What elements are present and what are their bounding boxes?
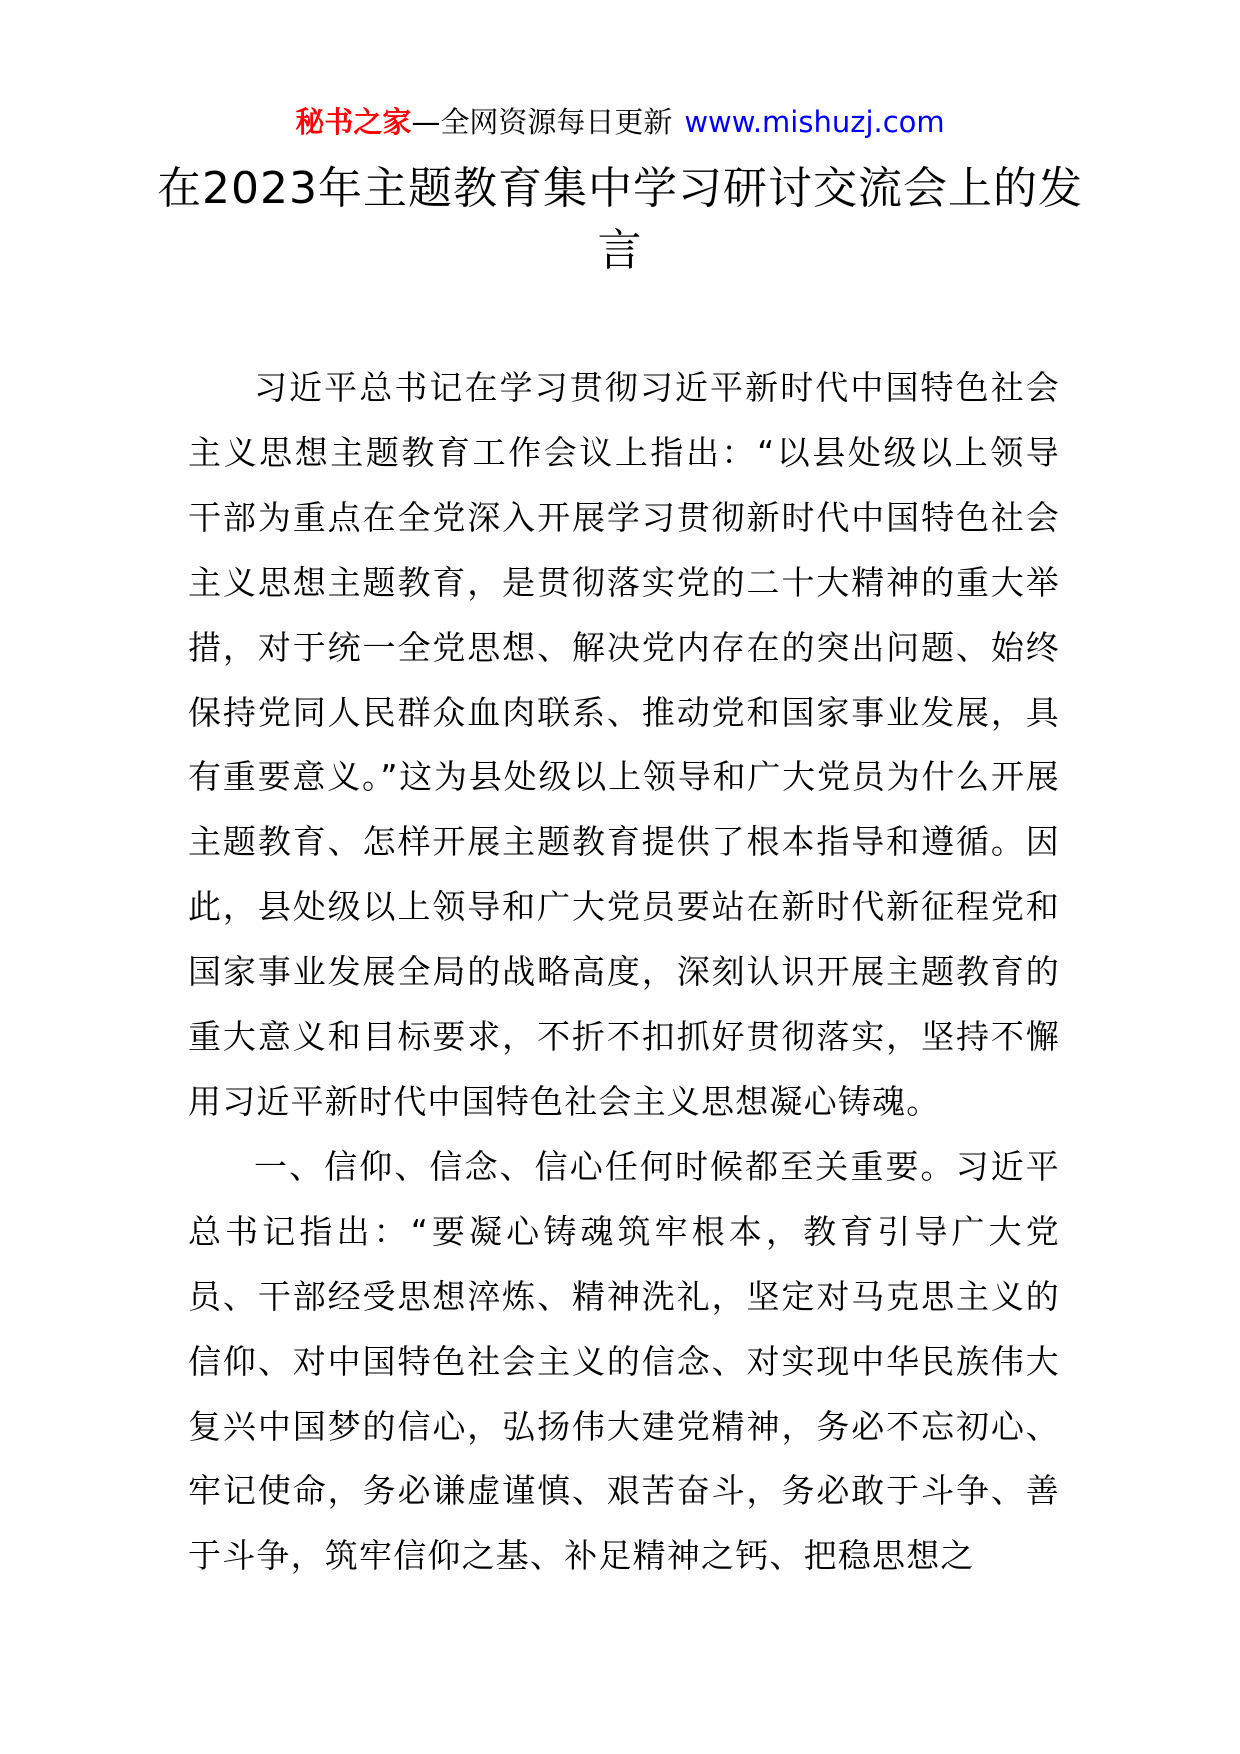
site-tagline: —全网资源每日更新 [411, 105, 673, 139]
site-url-link[interactable]: www.mishuzj.com [684, 105, 945, 139]
document-title: 在2023年主题教育集中学习研讨交流会上的发言 [157, 163, 1083, 276]
site-brand: 秘书之家 [295, 105, 412, 139]
paragraph-section-one: 一、信仰、信念、信心任何时候都至关重要。习近平总书记指出：“要凝心铸魂筑牢根本，教育引导广大党员、干部经受思想淬炼、精神洗礼，坚定对马克思主义的信仰、对中国特色社会主义的信念、对实现中华民族伟大复兴中国梦的信心，弘扬伟大建党精神，务必不忘初心、牢记使命，务必谦虚谨慎、艰苦奋斗，务必敢于斗争、善于斗争，筑牢信仰之基、补足精神之钙、把稳思想之 [188, 1146, 1060, 1576]
paragraph-intro: 习近平总书记在学习贯彻习近平新时代中国特色社会主义思想主题教育工作会议上指出：“以县处级以上领导干部为重点在全党深入开展学习贯彻新时代中国特色社会主义思想主题教育，是贯彻落实党的二十大精神的重大举措，对于统一全党思想、解决党内存在的突出问题、始终保持党同人民群众血肉联系、推动党和国家事业发展，具有重要意义。”这为县处级以上领导和广大党员为什么开展主题教育、怎样开展主题教育提供了根本指导和遵循。因此，县处级以上领导和广大党员要站在新时代新征程党和国家事业发展全局的战略高度，深刻认识开展主题教育的重大意义和目标要求，不折不扣抓好贯彻落实，坚持不懈用习近平新时代中国特色社会主义思想凝心铸魂。 [188, 368, 1060, 1121]
document-body [188, 356, 1060, 1589]
site-header [0, 100, 1240, 144]
